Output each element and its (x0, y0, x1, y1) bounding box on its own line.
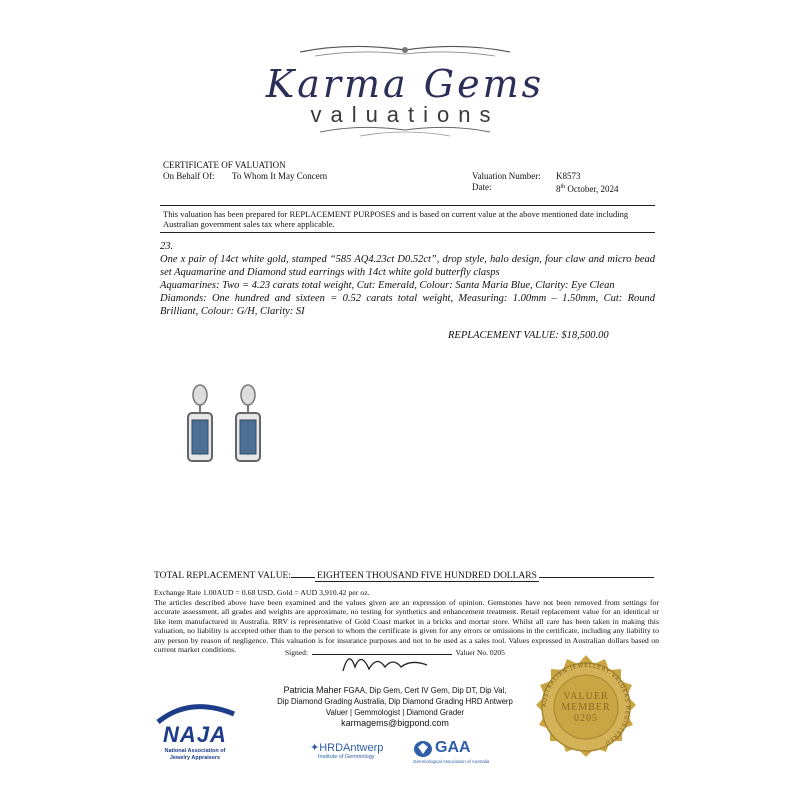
valuer-member-seal (530, 655, 642, 767)
divider (160, 205, 655, 206)
gaa-sub: Gemmological Association of Australia (413, 759, 490, 764)
item-description (160, 240, 655, 318)
item-line-2: Aquamarines: Two = 4.23 carats total weight, Cut: Emerald, Colour: Santa Maria Blue, Clarity: Eye Clean (160, 280, 615, 291)
disclaimer: The articles described above have been examined and the values given are an expression of opinion. Gemstones have not been removed from settings for accurate assessment, all grades and weights are approximate, no testing for synthetics and enhancement treatment. Retail replacement value for an identical or like item manufactured in Australia. RRV is representative of Gold Coast market in a bricks and mortar store. Whilst all care has been taken in making this valuation, no liability is accepted other than to the person to whom the certificate is given for any errors or omissions in the certificate, including any liability to any person by reason of negligence. This valuation is for insurance purposes and not to be used as a sales tool. Values expressed in Australian dollars based on current market conditions. (154, 597, 659, 654)
item-line-3: Diamonds: One hundred and sixteen = 0.52 carats total weight, Measuring: 1.00mm – 1.50mm, Cut: Round Brilliant, Colour: G/H, Clarity: SI (160, 293, 655, 317)
naja-text: NAJA (163, 722, 227, 747)
seal-line-3: 0205 (574, 713, 598, 724)
appraiser-name: Patricia Maher (283, 685, 342, 695)
seal-line-1: VALUER (563, 691, 609, 702)
behalf-value: To Whom It May Concern (232, 171, 328, 181)
total-line (154, 571, 654, 581)
appraiser-line-3: Valuer | Gemmologist | Diamond Grader (325, 708, 465, 717)
hrd-text: HRDAntwerp (319, 742, 384, 754)
appraiser-details (260, 685, 530, 729)
gaa-text: GAA (435, 739, 471, 756)
valuation-number-label: Valuation Number: (472, 171, 541, 181)
logo-script-text: Karma Gems (265, 62, 545, 106)
valuer-number: Valuer No. 0205 (455, 648, 505, 657)
seal-line-2: MEMBER (561, 702, 611, 713)
replacement-value: REPLACEMENT VALUE: $18,500.00 (448, 330, 609, 341)
total-label: TOTAL REPLACEMENT VALUE: (154, 571, 291, 581)
item-number: 23. (160, 241, 174, 252)
valuation-number: K8573 (556, 171, 581, 181)
hrd-star-icon: ✦ (310, 742, 320, 754)
item-line-1: One x pair of 14ct white gold, stamped “585 AQ4.23ct D0.52ct”, drop style, halo design, four claw and micro bead set Aquamarine and Diamond stud earrings with 14ct white gold butterfly clasps (160, 254, 655, 278)
svg-text:AUSTRALIAN JEWELLERY VALUERS R: AUSTRALIAN JEWELLERY VALUERS REGISTERED (541, 662, 631, 747)
naja-sub-1: National Association of (164, 748, 226, 754)
divider (160, 232, 655, 233)
signed-label: Signed: (285, 648, 308, 657)
hrd-logo (310, 741, 390, 760)
gaa-gem-icon (413, 740, 433, 758)
date-value: 8th October, 2024 (556, 184, 619, 194)
appraiser-line-1: FGAA, Dip Gem, Cert IV Gem, Dip DT, Dip Val, (343, 686, 507, 695)
naja-logo (150, 700, 240, 770)
signature-icon (335, 645, 435, 677)
total-words: EIGHTEEN THOUSAND FIVE HUNDRED DOLLARS (317, 571, 537, 581)
purpose-note: This valuation has been prepared for REPLACEMENT PURPOSES and is based on current value at the above mentioned date including Australian government sales tax where applicable. (163, 209, 629, 229)
earrings-photo (178, 380, 278, 475)
certificate-title: CERTIFICATE OF VALUATION (163, 160, 286, 170)
behalf-label: On Behalf Of: (163, 171, 215, 181)
appraiser-line-2: Dip Diamond Grading Australia, Dip Diamond Grading HRD Antwerp (277, 697, 513, 706)
logo-sub-text: valuations (310, 102, 500, 127)
appraiser-email[interactable]: karmagems@bigpond.com (341, 718, 449, 728)
exchange-rate: Exchange Rate 1.00AUD = 0.68 USD, Gold = AUD 3,910.42 per oz. (154, 588, 370, 597)
company-logo (260, 40, 550, 140)
date-label: Date: (472, 182, 492, 192)
naja-sub-2: Jewelry Appraisers (169, 755, 221, 761)
hrd-sub: Institute of Gemmology (318, 754, 375, 760)
